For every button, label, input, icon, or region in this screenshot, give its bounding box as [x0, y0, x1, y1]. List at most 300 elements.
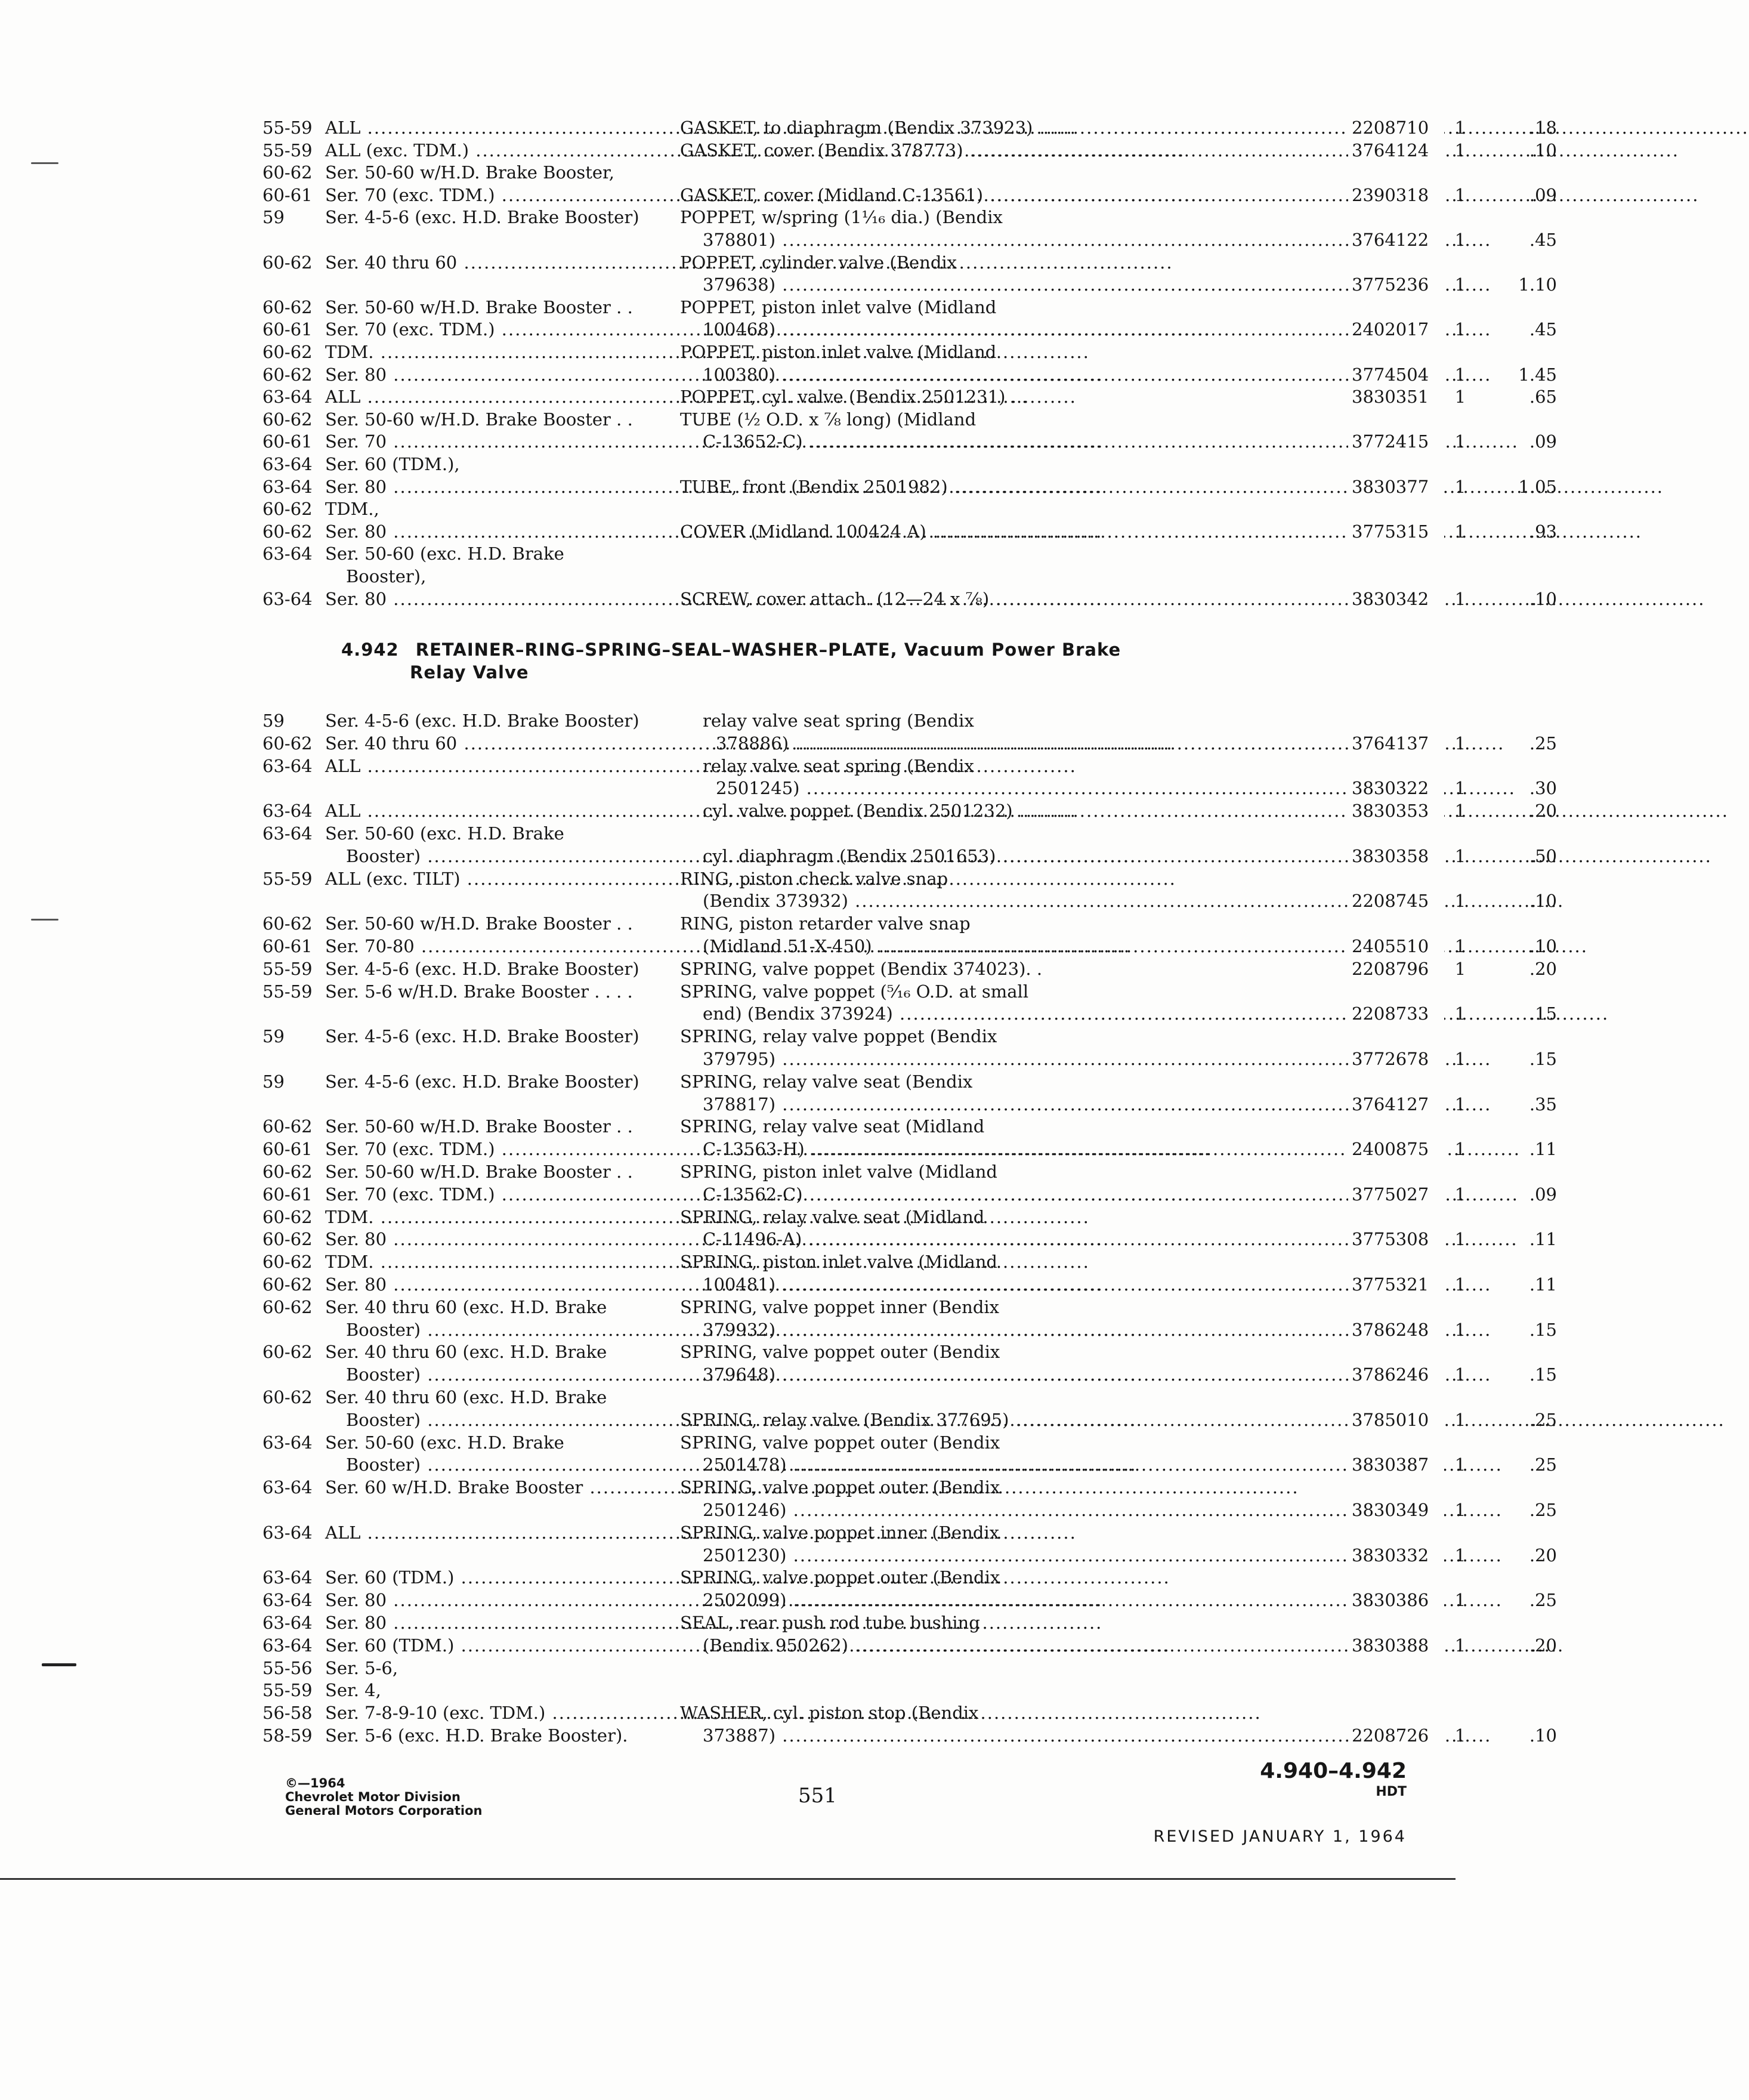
application: ALL ..... [325, 116, 922, 139]
year-range: 60-62 [262, 1252, 313, 1273]
table-row [262, 430, 1557, 453]
application: Ser. 4-5-6 (exc. H.D. Brake Booster) [325, 1026, 639, 1047]
table-row [262, 1160, 1426, 1183]
table-row [262, 912, 1426, 935]
application: Ser. 80 ..... [325, 520, 922, 543]
table-row [262, 542, 1426, 565]
application: Ser. 40 thru 60 (exc. H.D. Brake [325, 1387, 607, 1407]
price: .18 [1529, 118, 1557, 138]
application: Ser. 50-60 (exc. H.D. Brake [325, 823, 564, 844]
year-range: 60-62 [262, 1296, 313, 1317]
section-number: 4.942 [341, 640, 399, 660]
part-number: 3830386 [1348, 1589, 1444, 1611]
description: 2501245) ..... [716, 777, 1348, 799]
description: SPRING, valve poppet (Bendix 374023). . [680, 958, 1043, 979]
year-range: 55-59 [262, 868, 313, 889]
year-range: 60-62 [262, 1342, 313, 1363]
table-row [262, 408, 1426, 431]
table-row [262, 588, 1557, 610]
table-row [262, 980, 1426, 1003]
quantity: 1 [1454, 1094, 1466, 1114]
part-number: 2402017 [1348, 318, 1444, 341]
description: (Bendix 950262) ..... [703, 1634, 1335, 1657]
price: .20 [1529, 958, 1557, 979]
application: Ser. 40 thru 60 (exc. H.D. Brake [325, 1296, 607, 1317]
revision-date: REVISED JANUARY 1, 1964 [1153, 1827, 1407, 1846]
part-number: 2208726 [1348, 1724, 1444, 1747]
price: .11 [1529, 1274, 1557, 1295]
description: (Midland 51-X-450) ..... [703, 935, 1335, 958]
section-range: 4.940–4.942 [1260, 1759, 1407, 1783]
description: 378801) ..... [703, 228, 1335, 251]
table-row [262, 1025, 1426, 1048]
description: 379648) ..... [703, 1363, 1335, 1386]
description: POPPET, cyl. valve (Bendix 2501231) . . [680, 387, 1028, 407]
description: 100468) ..... [703, 318, 1335, 341]
price: 1.05 [1518, 476, 1557, 497]
quantity: 1 [1454, 733, 1466, 753]
year-range: 63-64 [262, 387, 313, 407]
bottom-rule [0, 1878, 1456, 1880]
table-row [262, 1138, 1557, 1160]
table-row [262, 206, 1426, 228]
part-number: 3830387 [1348, 1453, 1444, 1476]
year-range: 55-56 [262, 1657, 313, 1678]
quantity: 1 [1454, 230, 1466, 250]
page-number: 551 [798, 1784, 837, 1808]
application: Ser. 70 ..... [325, 430, 922, 453]
year-range: 60-62 [262, 1387, 313, 1407]
quantity: 1 [1454, 588, 1466, 609]
description: 2501246) ..... [703, 1499, 1335, 1521]
description: GASKET, to diaphragm (Bendix 373923) ..... [680, 116, 1335, 139]
year-range: 60-61 [262, 319, 313, 340]
table-row [262, 935, 1557, 958]
application: Ser. 80 ..... [325, 475, 922, 498]
table-row [262, 822, 1426, 845]
table-row [262, 1521, 1426, 1544]
table-row [262, 1115, 1426, 1138]
part-number: 3774504 [1348, 363, 1444, 386]
description: SPRING, valve poppet outer (Bendix [680, 1432, 1000, 1453]
description: 100481) ..... [703, 1273, 1335, 1296]
application: Booster) ..... [346, 1318, 943, 1341]
application: Ser. 50-60 w/H.D. Brake Booster . . [325, 1116, 633, 1137]
quantity: 1 [1454, 387, 1466, 407]
part-number: 3775321 [1348, 1273, 1444, 1296]
price: .30 [1529, 778, 1557, 799]
table-row [262, 1611, 1426, 1634]
year-range: 59 [262, 1071, 285, 1092]
table-row [262, 1002, 1557, 1025]
year-range: 58-59 [262, 1725, 313, 1746]
table-row [262, 1476, 1426, 1499]
application: ALL (exc. TILT) ..... [325, 867, 922, 890]
price: .93 [1529, 521, 1557, 542]
year-range: 60-62 [262, 1116, 313, 1137]
application: Ser. 5-6 (exc. H.D. Brake Booster). [325, 1725, 628, 1746]
year-range: 63-64 [262, 1590, 313, 1611]
table-row [262, 1544, 1557, 1567]
table-row [262, 1431, 1426, 1454]
description: SPRING, valve poppet outer (Bendix [680, 1567, 1000, 1588]
price: .25 [1529, 1500, 1557, 1520]
application: Booster) ..... [346, 845, 943, 867]
part-number: 2400875 [1348, 1138, 1444, 1160]
application: Ser. 50-60 w/H.D. Brake Booster . . [325, 1162, 633, 1182]
table-row [262, 958, 1557, 980]
price: 1.10 [1518, 274, 1557, 295]
quantity: 1 [1454, 274, 1466, 295]
description: cyl. diaphragm (Bendix 2501653) ..... [703, 845, 1335, 867]
price: .20 [1529, 801, 1557, 822]
table-row [262, 363, 1557, 386]
quantity: 1 [1454, 476, 1466, 497]
price: .09 [1529, 431, 1557, 452]
year-range: 60-62 [262, 521, 313, 542]
part-number: 3786248 [1348, 1318, 1444, 1341]
description: SPRING, valve poppet outer (Bendix [680, 1477, 1000, 1498]
part-number: 2208796 [1348, 958, 1444, 980]
table-row [262, 520, 1557, 543]
table-row [262, 139, 1557, 162]
application: Ser. 4-5-6 (exc. H.D. Brake Booster) [325, 958, 639, 979]
table-row [262, 116, 1557, 139]
year-range: 55-59 [262, 140, 313, 160]
year-range: 63-64 [262, 1635, 313, 1656]
application: Ser. 70 (exc. TDM.) ..... [325, 318, 922, 341]
year-range: 60-61 [262, 184, 313, 205]
year-range: 63-64 [262, 588, 313, 609]
table-row [262, 1183, 1557, 1206]
part-number: 3830377 [1348, 475, 1444, 498]
price: .15 [1529, 1049, 1557, 1069]
price: .10 [1529, 936, 1557, 956]
year-range: 63-64 [262, 755, 313, 776]
price: .11 [1529, 1139, 1557, 1160]
punch-mark [31, 919, 58, 921]
quantity: 1 [1454, 1274, 1466, 1295]
part-number: 2208710 [1348, 116, 1444, 139]
table-row [262, 318, 1557, 341]
table-row [262, 709, 1426, 732]
description: C-13652-C) ..... [703, 430, 1335, 453]
price: .25 [1529, 1454, 1557, 1475]
description: SPRING, relay valve seat (Bendix [680, 1071, 973, 1092]
application: Ser. 50-60 w/H.D. Brake Booster, [325, 162, 614, 183]
description: 379638) ..... [703, 273, 1335, 296]
price: .65 [1529, 387, 1557, 407]
application: Ser. 80 ..... [325, 1611, 922, 1634]
part-number: 3772415 [1348, 430, 1444, 453]
part-number: 3830358 [1348, 845, 1444, 867]
quantity: 1 [1454, 184, 1466, 205]
table-row [262, 1453, 1557, 1476]
table-row [262, 1634, 1557, 1657]
year-range: 55-59 [262, 1680, 313, 1701]
part-number: 3775027 [1348, 1183, 1444, 1206]
application: Ser. 60 (TDM.) ..... [325, 1566, 922, 1589]
application: Booster) ..... [346, 1409, 943, 1431]
application: Ser. 50-60 w/H.D. Brake Booster . . [325, 913, 633, 934]
table-row [262, 273, 1557, 296]
year-range: 60-62 [262, 1206, 313, 1227]
year-range: 63-64 [262, 454, 313, 474]
quantity: 1 [1454, 1364, 1466, 1385]
description: 379795) ..... [703, 1048, 1335, 1070]
table-row [262, 1657, 1426, 1679]
part-number: 3786246 [1348, 1363, 1444, 1386]
quantity: 1 [1454, 1635, 1466, 1656]
application: Ser. 60 w/H.D. Brake Booster ..... [325, 1476, 922, 1499]
table-row [262, 890, 1557, 912]
table-row [262, 1409, 1557, 1431]
part-number: 3830351 [1348, 385, 1444, 408]
application: Ser. 50-60 w/H.D. Brake Booster . . [325, 297, 633, 317]
quantity: 1 [1454, 1229, 1466, 1250]
application: Ser. 60 (TDM.), [325, 454, 460, 474]
description: relay valve seat spring (Bendix [703, 755, 974, 776]
year-range: 59 [262, 711, 285, 731]
table-row [262, 498, 1426, 520]
punch-mark [42, 1663, 76, 1666]
description: GASKET, cover (Midland C-13561) ..... [680, 184, 1335, 206]
description: POPPET, piston inlet valve (Midland [680, 297, 997, 317]
application: Ser. 5-6 w/H.D. Brake Booster . . . . [325, 981, 633, 1002]
copyright-year: ©—1964 [285, 1776, 345, 1790]
description: POPPET, w/spring (1¹⁄₁₆ dia.) (Bendix [680, 207, 1003, 228]
year-range: 60-62 [262, 297, 313, 317]
punch-mark [31, 162, 58, 164]
year-range: 63-64 [262, 1567, 313, 1588]
quantity: 1 [1454, 936, 1466, 956]
price: .15 [1529, 1003, 1557, 1024]
table-row [262, 845, 1557, 867]
description: relay valve seat spring (Bendix [703, 711, 974, 731]
quantity: 1 [1454, 1184, 1466, 1205]
year-range: 60-61 [262, 1139, 313, 1160]
table-row [262, 475, 1557, 498]
section-title-line2: Relay Valve [410, 662, 529, 682]
application: Ser. 4-5-6 (exc. H.D. Brake Booster) [325, 1071, 639, 1092]
quantity: 1 [1454, 1590, 1466, 1611]
part-number: 2405510 [1348, 935, 1444, 958]
part-number: 2390318 [1348, 184, 1444, 206]
table-row [262, 1048, 1557, 1070]
year-range: 60-62 [262, 364, 313, 385]
quantity: 1 [1454, 1454, 1466, 1475]
table-row [262, 1206, 1426, 1228]
description: cyl. valve poppet (Bendix 2501232) ..... [703, 799, 1335, 822]
price: .20 [1529, 1545, 1557, 1565]
table-row [262, 1363, 1557, 1386]
quantity: 1 [1454, 1003, 1466, 1024]
quantity: 1 [1454, 140, 1466, 160]
catalog-code: HDT [1376, 1784, 1407, 1799]
description: SPRING, piston inlet valve (Midland [680, 1252, 997, 1273]
part-number: 3830353 [1348, 799, 1444, 822]
application: Ser. 4-5-6 (exc. H.D. Brake Booster) [325, 207, 639, 228]
application: Ser. 70-80 ..... [325, 935, 922, 958]
description: RING, piston retarder valve snap [680, 913, 971, 934]
section-heading [341, 638, 1121, 684]
description: SPRING, valve poppet (⁵⁄₁₆ O.D. at small [680, 981, 1029, 1002]
quantity: 1 [1454, 1139, 1466, 1160]
price: .10 [1529, 140, 1557, 160]
quantity: 1 [1454, 364, 1466, 385]
price: .11 [1529, 1229, 1557, 1250]
quantity: 1 [1454, 431, 1466, 452]
description: (Bendix 373932) ..... [703, 890, 1335, 912]
application: Booster) ..... [346, 1453, 943, 1476]
table-row [262, 385, 1557, 408]
application: TDM. ..... [325, 1250, 922, 1273]
year-range: 55-59 [262, 981, 313, 1002]
quantity: 1 [1454, 1409, 1466, 1430]
section-range-block [1260, 1759, 1407, 1799]
year-range: 59 [262, 1026, 285, 1047]
table-row [262, 1701, 1426, 1724]
application: Ser. 80 ..... [325, 588, 922, 610]
description: POPPET, cylinder valve (Bendix [680, 252, 957, 273]
year-range: 60-62 [262, 409, 313, 430]
description: 378886) ..... [716, 732, 1348, 755]
description: SCREW, cover attach. (12—24 x ⅞) ..... [680, 588, 1335, 610]
description: SPRING, relay valve (Bendix 377695) ..... [680, 1409, 1335, 1431]
year-range: 60-61 [262, 1184, 313, 1205]
table-row [262, 1499, 1557, 1521]
table-row [262, 1724, 1557, 1747]
price: .20 [1529, 1635, 1557, 1656]
year-range: 63-64 [262, 1522, 313, 1543]
table-row [262, 1296, 1426, 1318]
table-row [262, 1341, 1426, 1363]
year-range: 60-61 [262, 936, 313, 956]
description: C-11496-A) ..... [703, 1228, 1335, 1250]
year-range: 59 [262, 207, 285, 228]
year-range: 60-62 [262, 252, 313, 273]
table-row [262, 184, 1557, 206]
table-row [262, 1566, 1426, 1589]
quantity: 1 [1454, 1500, 1466, 1520]
part-number: 3772678 [1348, 1048, 1444, 1070]
part-number: 3764124 [1348, 139, 1444, 162]
year-range: 63-64 [262, 1613, 313, 1633]
application: ALL ..... [325, 385, 922, 408]
application: TDM. ..... [325, 341, 922, 363]
description: C-13562-C) ..... [703, 1183, 1335, 1206]
part-number: 3764122 [1348, 228, 1444, 251]
year-range: 60-62 [262, 1274, 313, 1295]
part-number: 3830322 [1348, 777, 1444, 799]
description: COVER (Midland 100424 A) ..... [680, 520, 1335, 543]
application: Ser. 60 (TDM.) ..... [325, 1634, 922, 1657]
application: Ser. 50-60 (exc. H.D. Brake [325, 543, 564, 564]
application: Ser. 70 (exc. TDM.) ..... [325, 1183, 922, 1206]
quantity: 1 [1454, 118, 1466, 138]
application: Ser. 40 thru 60 ..... [325, 251, 922, 274]
application: Ser. 40 thru 60 ..... [325, 732, 922, 755]
price: .50 [1529, 845, 1557, 866]
application: Ser. 5-6, [325, 1657, 398, 1678]
quantity: 1 [1454, 801, 1466, 822]
quantity: 1 [1454, 778, 1466, 799]
year-range: 55-59 [262, 118, 313, 138]
application: Ser. 80 ..... [325, 363, 922, 386]
part-number: 3830332 [1348, 1544, 1444, 1567]
quantity: 1 [1454, 1545, 1466, 1565]
description: TUBE, front (Bendix 2501982) ..... [680, 475, 1335, 498]
price: .15 [1529, 1319, 1557, 1340]
corporation-name: General Motors Corporation [285, 1803, 483, 1818]
year-range: 60-62 [262, 1229, 313, 1250]
table-row [262, 161, 1426, 184]
description: SPRING, valve poppet inner (Bendix [680, 1296, 1000, 1317]
part-number: 2208745 [1348, 890, 1444, 912]
part-number: 3830342 [1348, 588, 1444, 610]
quantity: 1 [1454, 521, 1466, 542]
application: Ser. 50-60 (exc. H.D. Brake [325, 1432, 564, 1453]
application: ALL (exc. TDM.) ..... [325, 139, 922, 162]
year-range: 60-62 [262, 342, 313, 362]
part-number: 3764127 [1348, 1093, 1444, 1116]
year-range: 60-62 [262, 499, 313, 520]
copyright-block [285, 1777, 482, 1818]
quantity: 1 [1454, 319, 1466, 340]
table-row [262, 1070, 1426, 1093]
description: WASHER, cyl. piston stop (Bendix [680, 1703, 979, 1724]
part-number: 3830388 [1348, 1634, 1444, 1657]
application: TDM. ..... [325, 1206, 922, 1228]
table-row [262, 732, 1557, 755]
application: Ser. 4-5-6 (exc. H.D. Brake Booster) [325, 711, 639, 731]
description: C-13563-H) ..... [703, 1138, 1335, 1160]
application: Ser. 50-60 w/H.D. Brake Booster . . [325, 409, 633, 430]
application: Ser. 80 ..... [325, 1589, 922, 1611]
description: SPRING, valve poppet outer (Bendix [680, 1342, 1000, 1363]
application: ALL ..... [325, 1521, 922, 1544]
application: Ser. 80 ..... [325, 1228, 922, 1250]
description: SPRING, relay valve poppet (Bendix [680, 1026, 997, 1047]
application: Ser. 70 (exc. TDM.) ..... [325, 184, 922, 206]
year-range: 60-62 [262, 733, 313, 753]
table-row [262, 1228, 1557, 1250]
table-row [262, 228, 1557, 251]
application: Booster), [346, 566, 427, 586]
price: 1.45 [1518, 364, 1557, 385]
quantity: 1 [1454, 1319, 1466, 1340]
year-range: 63-64 [262, 543, 313, 564]
application: ALL ..... [325, 755, 922, 777]
division-name: Chevrolet Motor Division [285, 1790, 461, 1804]
year-range: 63-64 [262, 1432, 313, 1453]
table-row [262, 453, 1426, 475]
price: .10 [1529, 891, 1557, 912]
application: Ser. 40 thru 60 (exc. H.D. Brake [325, 1342, 607, 1363]
application: TDM., [325, 499, 379, 520]
price: .15 [1529, 1364, 1557, 1385]
description: 379932) ..... [703, 1318, 1335, 1341]
description: 2501230) ..... [703, 1544, 1335, 1567]
description: SPRING, relay valve seat (Midland [680, 1206, 985, 1227]
application: Ser. 4, [325, 1680, 381, 1701]
description: 2501478) ..... [703, 1453, 1335, 1476]
description: SPRING, valve poppet inner (Bendix [680, 1522, 1000, 1543]
price: .09 [1529, 184, 1557, 205]
part-number: 3775315 [1348, 520, 1444, 543]
year-range: 60-62 [262, 913, 313, 934]
year-range: 56-58 [262, 1703, 313, 1724]
